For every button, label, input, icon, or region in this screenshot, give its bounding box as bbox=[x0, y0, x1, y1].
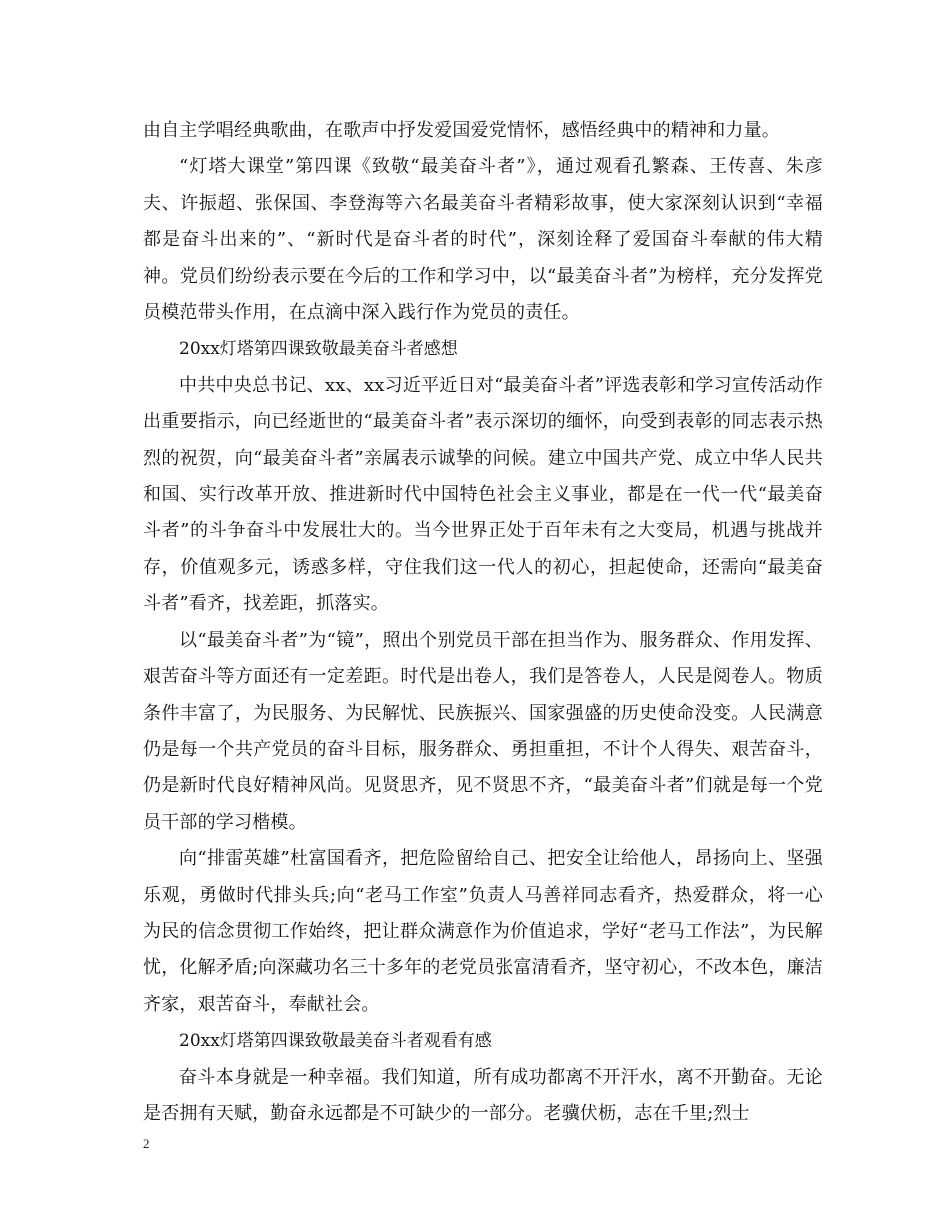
section-heading-viewing-impressions: 20xx灯塔第四课致敬最美奋斗者观看有感 bbox=[179, 1031, 492, 1052]
section-heading-reflections: 20xx灯塔第四课致敬最美奋斗者感想 bbox=[179, 339, 458, 360]
paragraph-instructions-tribute: 中共中央总书记、xx、xx习近平近日对“最美奋斗者”评选表彰和学习宣传活动作出重要指示，向已经逝世的“最美奋斗者”表示深切的缅怀，向受到表彰的同志表示热烈的祝贺，向“最美奋斗者”亲属表示诚挚的问候。建立中国共产党、成立中华人民共和国、实行改革开放、推进新时代中国特色社会主义事业，都是在一代一代“最美奋斗者”的斗争奋斗中发展壮大的。当今世界正处于百年未有之大变局，机遇与挑战并存，价值观多元，诱惑多样，守住我们这一代人的初心，担起使命，还需向“最美奋斗者”看齐，找差距，抓落实。 bbox=[143, 374, 823, 615]
paragraph-happiness-of-struggle: 奋斗本身就是一种幸福。我们知道，所有成功都离不开汗水，离不开勤奋。无论是否拥有天赋，勤奋永远都是不可缺少的一部分。老骥伏枥，志在千里;烈士 bbox=[143, 1066, 823, 1124]
paragraph-lighthouse-lesson-summary: “灯塔大课堂”第四课《致敬“最美奋斗者”》，通过观看孔繁森、王传喜、朱彦夫、许振超、张保国、李登海等六名最美奋斗者精彩故事，使大家深刻认识到“幸福都是奋斗出来的”、“新时代是奋斗者的时代”，深刻诠释了爱国奋斗奉献的伟大精神。党员们纷纷表示要在今后的工作和学习中，以“最美奋斗者”为榜样，充分发挥党员模范带头作用，在点滴中深入践行作为党员的责任。 bbox=[143, 156, 823, 324]
paragraph-role-models: 向“排雷英雄”杜富国看齐，把危险留给自己、把安全让给他人，昂扬向上、坚强乐观，勇做时代排头兵;向“老马工作室”负责人马善祥同志看齐，热爱群众，将一心为民的信念贯彻工作始终，把让群众满意作为价值追求，学好“老马工作法”，为民解忧，化解矛盾;向深藏功名三十多年的老党员张富清看齐，坚守初心，不改本色，廉洁齐家，艰苦奋斗，奉献社会。 bbox=[143, 848, 823, 1015]
document-body bbox=[143, 113, 823, 1132]
paragraph-mirror-lessons: 以“最美奋斗者”为“镜”，照出个别党员干部在担当作为、服务群众、作用发挥、艰苦奋斗等方面还有一定差距。时代是出卷人，我们是答卷人，人民是阅卷人。物质条件丰富了，为民服务、为民解忧、民族振兴、国家强盛的历史使命没变。人民满意仍是每一个共产党员的奋斗目标，服务群众、勇担重担，不计个人得失、艰苦奋斗，仍是新时代良好精神风尚。见贤思齐，见不贤思不齐，“最美奋斗者”们就是每一个党员干部的学习楷模。 bbox=[143, 629, 823, 833]
paragraph-continuation: 由自主学唱经典歌曲，在歌声中抒发爱国爱党情怀，感悟经典中的精神和力量。 bbox=[143, 120, 780, 141]
page-number: 2 bbox=[143, 1136, 150, 1151]
